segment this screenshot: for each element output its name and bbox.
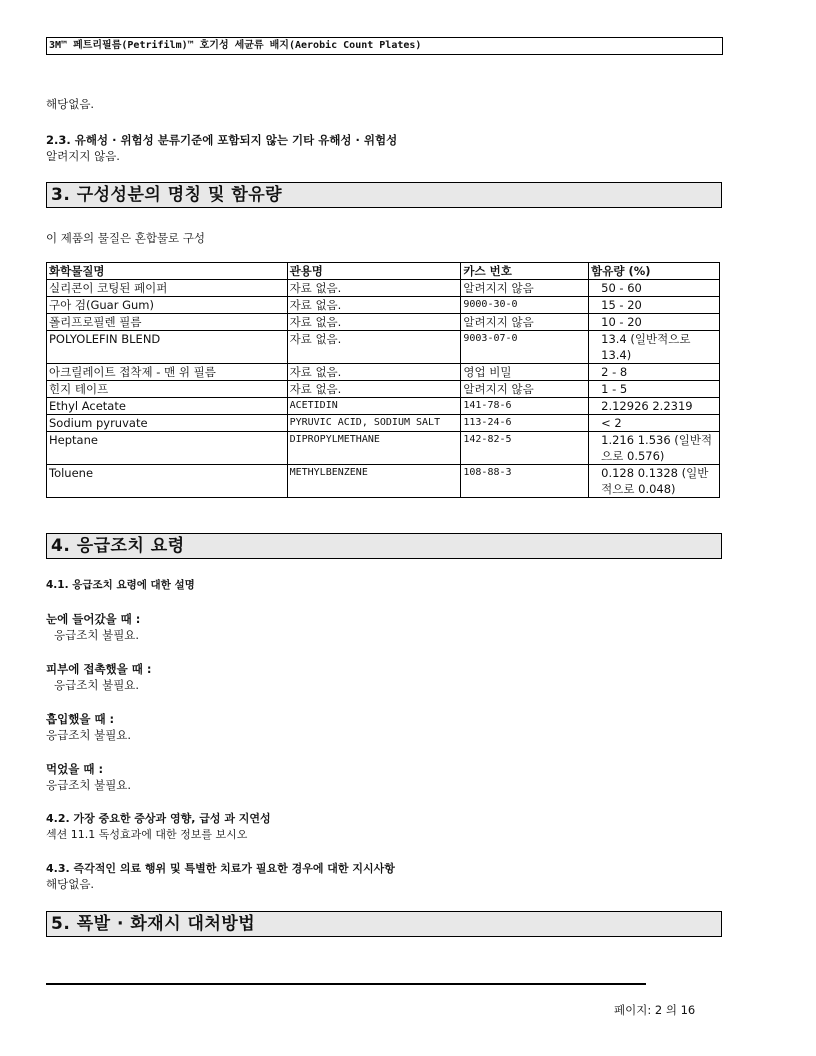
cell-chemical: Sodium pyruvate <box>47 415 288 432</box>
inhalation-text: 응급조치 불필요. <box>46 728 132 742</box>
cell-cas: 113-24-6 <box>461 415 589 432</box>
cell-content: 1.216 1.536 (일반적으로 0.576) <box>589 432 720 465</box>
table-row <box>47 398 720 415</box>
ingestion-label: 먹었을 때 : <box>46 762 104 776</box>
section-4-2-title: 4.2. 가장 중요한 증상과 영향, 급성 과 지연성 <box>46 812 271 825</box>
col-header-common-name: 관용명 <box>287 263 461 280</box>
footer-divider <box>46 983 646 985</box>
cell-chemical: Toluene <box>47 465 288 498</box>
col-header-cas: 카스 번호 <box>461 263 589 280</box>
composition-table <box>46 262 720 498</box>
col-header-content: 함유량 (%) <box>589 263 720 280</box>
section-4-2-text: 섹션 11.1 독성효과에 대한 정보를 보시오 <box>46 828 248 841</box>
cell-cas: 영업 비밀 <box>461 364 589 381</box>
page-number: 페이지: 2 의 16 <box>614 1003 696 1017</box>
cell-cas: 알려지지 않음 <box>461 314 589 331</box>
section-5-heading: 5. 폭발 · 화재시 대처방법 <box>46 911 722 937</box>
ingestion-text: 응급조치 불필요. <box>46 778 132 792</box>
cell-common-name: 자료 없음. <box>287 314 461 331</box>
cell-content: 0.128 0.1328 (일반적으로 0.048) <box>589 465 720 498</box>
section-2-3-title: 2.3. 유해성 · 위험성 분류기준에 포함되지 않는 기타 유해성 · 위험성 <box>46 133 398 147</box>
cell-content: 2 - 8 <box>589 364 720 381</box>
document-header: 3M™ 페트리필름(Petrifilm)™ 호기성 세균류 배지(Aerobic Count Plates) <box>46 37 723 55</box>
section-2-3-text: 알려지지 않음. <box>46 149 120 163</box>
cell-content: 2.12926 2.2319 <box>589 398 720 415</box>
cell-content: 13.4 (일반적으로 13.4) <box>589 331 720 364</box>
cell-chemical: Ethyl Acetate <box>47 398 288 415</box>
cell-content: 1 - 5 <box>589 381 720 398</box>
cell-common-name: ACETIDIN <box>287 398 461 415</box>
cell-cas: 9000-30-0 <box>461 297 589 314</box>
cell-chemical: 실리콘이 코팅된 페이퍼 <box>47 280 288 297</box>
cell-chemical: Heptane <box>47 432 288 465</box>
eye-contact-text: 응급조치 불필요. <box>54 628 140 642</box>
section-4-1-title: 4.1. 응급조치 요령에 대한 설명 <box>46 579 195 591</box>
cell-common-name: 자료 없음. <box>287 280 461 297</box>
skin-contact-text: 응급조치 불필요. <box>54 678 140 692</box>
cell-content: 15 - 20 <box>589 297 720 314</box>
cell-content: 10 - 20 <box>589 314 720 331</box>
cell-chemical: 구아 검(Guar Gum) <box>47 297 288 314</box>
cell-chemical: POLYOLEFIN BLEND <box>47 331 288 364</box>
cell-common-name: 자료 없음. <box>287 331 461 364</box>
table-header-row <box>47 263 720 280</box>
cell-cas: 알려지지 않음 <box>461 381 589 398</box>
table-row <box>47 280 720 297</box>
table-row <box>47 331 720 364</box>
table-row <box>47 314 720 331</box>
cell-chemical: 폴리프로필렌 필름 <box>47 314 288 331</box>
skin-contact-label: 피부에 접촉했을 때 : <box>46 662 152 676</box>
not-applicable-text: 해당없음. <box>46 97 95 111</box>
inhalation-label: 흡입했을 때 : <box>46 712 115 726</box>
cell-common-name: PYRUVIC ACID, SODIUM SALT <box>287 415 461 432</box>
section-4-3-title: 4.3. 즉각적인 의료 행위 및 특별한 치료가 필요한 경우에 대한 지시사항 <box>46 862 395 875</box>
cell-cas: 9003-07-0 <box>461 331 589 364</box>
table-row <box>47 364 720 381</box>
table-row <box>47 415 720 432</box>
table-row <box>47 432 720 465</box>
cell-content: < 2 <box>589 415 720 432</box>
cell-chemical: 힌지 테이프 <box>47 381 288 398</box>
cell-common-name: 자료 없음. <box>287 297 461 314</box>
section-4-3-text: 해당없음. <box>46 877 95 891</box>
cell-cas: 108-88-3 <box>461 465 589 498</box>
table-row <box>47 465 720 498</box>
cell-cas: 142-82-5 <box>461 432 589 465</box>
cell-content: 50 - 60 <box>589 280 720 297</box>
section-3-heading: 3. 구성성분의 명칭 및 함유량 <box>46 182 722 208</box>
cell-common-name: METHYLBENZENE <box>287 465 461 498</box>
cell-cas: 141-78-6 <box>461 398 589 415</box>
section-4-heading: 4. 응급조치 요령 <box>46 533 722 559</box>
table-row <box>47 381 720 398</box>
cell-common-name: DIPROPYLMETHANE <box>287 432 461 465</box>
cell-cas: 알려지지 않음 <box>461 280 589 297</box>
cell-common-name: 자료 없음. <box>287 364 461 381</box>
cell-chemical: 아크릴레이트 접착제 - 맨 위 필름 <box>47 364 288 381</box>
cell-common-name: 자료 없음. <box>287 381 461 398</box>
col-header-chemical: 화학물질명 <box>47 263 288 280</box>
eye-contact-label: 눈에 들어갔을 때 : <box>46 612 141 626</box>
composition-intro: 이 제품의 물질은 혼합물로 구성 <box>46 231 206 245</box>
table-row <box>47 297 720 314</box>
